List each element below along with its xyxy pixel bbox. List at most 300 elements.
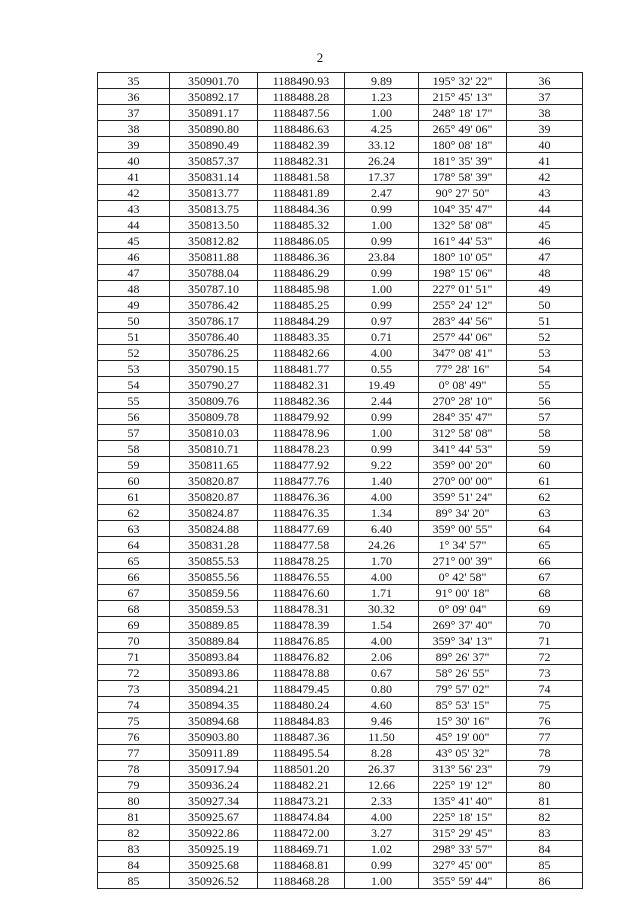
next-point-number-cell: 54 [507,361,583,377]
bearing-cell: 1° 34' 57" [419,537,507,553]
next-point-number-cell: 53 [507,345,583,361]
bearing-cell: 0° 42' 58" [419,569,507,585]
distance-cell: 1.00 [345,105,419,121]
point-number-cell: 46 [98,249,170,265]
distance-cell: 4.25 [345,121,419,137]
next-point-number-cell: 75 [507,697,583,713]
point-number-cell: 64 [98,537,170,553]
point-number-cell: 37 [98,105,170,121]
x-coordinate-cell: 350831.14 [170,169,258,185]
y-coordinate-cell: 1188485.32 [258,217,345,233]
distance-cell: 4.00 [345,345,419,361]
y-coordinate-cell: 1188481.89 [258,185,345,201]
point-number-cell: 63 [98,521,170,537]
table-row [98,105,583,121]
point-number-cell: 56 [98,409,170,425]
bearing-cell: 43° 05' 32" [419,745,507,761]
table-row [98,185,583,201]
distance-cell: 2.44 [345,393,419,409]
y-coordinate-cell: 1188477.92 [258,457,345,473]
bearing-cell: 313° 56' 23" [419,761,507,777]
point-number-cell: 80 [98,793,170,809]
bearing-cell: 284° 35' 47" [419,409,507,425]
distance-cell: 30.32 [345,601,419,617]
table-row [98,809,583,825]
point-number-cell: 72 [98,665,170,681]
distance-cell: 0.99 [345,857,419,873]
distance-cell: 0.99 [345,265,419,281]
y-coordinate-cell: 1188490.93 [258,73,345,89]
distance-cell: 0.99 [345,297,419,313]
bearing-cell: 225° 18' 15" [419,809,507,825]
table-row [98,393,583,409]
x-coordinate-cell: 350809.78 [170,409,258,425]
distance-cell: 9.89 [345,73,419,89]
point-number-cell: 38 [98,121,170,137]
x-coordinate-cell: 350927.34 [170,793,258,809]
point-number-cell: 82 [98,825,170,841]
x-coordinate-cell: 350820.87 [170,473,258,489]
point-number-cell: 44 [98,217,170,233]
table-row [98,201,583,217]
point-number-cell: 77 [98,745,170,761]
point-number-cell: 67 [98,585,170,601]
distance-cell: 19.49 [345,377,419,393]
table-row [98,137,583,153]
table-row [98,121,583,137]
bearing-cell: 347° 08' 41" [419,345,507,361]
bearing-cell: 257° 44' 06" [419,329,507,345]
next-point-number-cell: 72 [507,649,583,665]
table-row [98,649,583,665]
point-number-cell: 36 [98,89,170,105]
y-coordinate-cell: 1188478.39 [258,617,345,633]
x-coordinate-cell: 350889.84 [170,633,258,649]
y-coordinate-cell: 1188478.23 [258,441,345,457]
bearing-cell: 270° 28' 10" [419,393,507,409]
next-point-number-cell: 73 [507,665,583,681]
point-number-cell: 59 [98,457,170,473]
x-coordinate-cell: 350901.70 [170,73,258,89]
distance-cell: 1.54 [345,617,419,633]
bearing-cell: 198° 15' 06" [419,265,507,281]
distance-cell: 1.70 [345,553,419,569]
x-coordinate-cell: 350903.80 [170,729,258,745]
distance-cell: 23.84 [345,249,419,265]
bearing-cell: 0° 08' 49" [419,377,507,393]
bearing-cell: 161° 44' 53" [419,233,507,249]
next-point-number-cell: 38 [507,105,583,121]
y-coordinate-cell: 1188484.83 [258,713,345,729]
next-point-number-cell: 79 [507,761,583,777]
distance-cell: 0.97 [345,313,419,329]
next-point-number-cell: 84 [507,841,583,857]
y-coordinate-cell: 1188477.76 [258,473,345,489]
x-coordinate-cell: 350925.19 [170,841,258,857]
point-number-cell: 49 [98,297,170,313]
point-number-cell: 45 [98,233,170,249]
y-coordinate-cell: 1188479.45 [258,681,345,697]
next-point-number-cell: 56 [507,393,583,409]
y-coordinate-cell: 1188478.96 [258,425,345,441]
bearing-cell: 132° 58' 08" [419,217,507,233]
bearing-cell: 79° 57' 02" [419,681,507,697]
distance-cell: 0.99 [345,233,419,249]
x-coordinate-cell: 350831.28 [170,537,258,553]
table-row [98,425,583,441]
bearing-cell: 85° 53' 15" [419,697,507,713]
next-point-number-cell: 58 [507,425,583,441]
point-number-cell: 58 [98,441,170,457]
table-row [98,665,583,681]
bearing-cell: 283° 44' 56" [419,313,507,329]
y-coordinate-cell: 1188469.71 [258,841,345,857]
bearing-cell: 359° 51' 24" [419,489,507,505]
bearing-cell: 225° 19' 12" [419,777,507,793]
x-coordinate-cell: 350926.52 [170,873,258,889]
point-number-cell: 81 [98,809,170,825]
point-number-cell: 71 [98,649,170,665]
next-point-number-cell: 59 [507,441,583,457]
x-coordinate-cell: 350824.87 [170,505,258,521]
distance-cell: 12.66 [345,777,419,793]
bearing-cell: 355° 59' 44" [419,873,507,889]
y-coordinate-cell: 1188488.28 [258,89,345,105]
y-coordinate-cell: 1188476.85 [258,633,345,649]
next-point-number-cell: 61 [507,473,583,489]
next-point-number-cell: 43 [507,185,583,201]
table-row [98,297,583,313]
y-coordinate-cell: 1188484.29 [258,313,345,329]
point-number-cell: 83 [98,841,170,857]
next-point-number-cell: 49 [507,281,583,297]
point-number-cell: 48 [98,281,170,297]
point-number-cell: 60 [98,473,170,489]
distance-cell: 1.00 [345,281,419,297]
point-number-cell: 73 [98,681,170,697]
distance-cell: 26.24 [345,153,419,169]
y-coordinate-cell: 1188482.36 [258,393,345,409]
table-row [98,361,583,377]
x-coordinate-cell: 350810.03 [170,425,258,441]
table-row [98,345,583,361]
point-number-cell: 62 [98,505,170,521]
x-coordinate-cell: 350790.27 [170,377,258,393]
next-point-number-cell: 65 [507,537,583,553]
y-coordinate-cell: 1188480.24 [258,697,345,713]
bearing-cell: 359° 00' 20" [419,457,507,473]
coordinates-table-body [98,73,583,889]
distance-cell: 1.34 [345,505,419,521]
x-coordinate-cell: 350811.65 [170,457,258,473]
distance-cell: 4.00 [345,569,419,585]
y-coordinate-cell: 1188485.98 [258,281,345,297]
x-coordinate-cell: 350892.17 [170,89,258,105]
y-coordinate-cell: 1188476.35 [258,505,345,521]
x-coordinate-cell: 350787.10 [170,281,258,297]
distance-cell: 1.00 [345,217,419,233]
bearing-cell: 91° 00' 18" [419,585,507,601]
bearing-cell: 181° 35' 39" [419,153,507,169]
next-point-number-cell: 63 [507,505,583,521]
next-point-number-cell: 82 [507,809,583,825]
y-coordinate-cell: 1188476.60 [258,585,345,601]
table-row [98,73,583,89]
x-coordinate-cell: 350922.86 [170,825,258,841]
bearing-cell: 90° 27' 50" [419,185,507,201]
next-point-number-cell: 47 [507,249,583,265]
bearing-cell: 180° 08' 18" [419,137,507,153]
table-row [98,313,583,329]
next-point-number-cell: 51 [507,313,583,329]
distance-cell: 9.22 [345,457,419,473]
next-point-number-cell: 71 [507,633,583,649]
distance-cell: 8.28 [345,745,419,761]
point-number-cell: 40 [98,153,170,169]
table-row [98,537,583,553]
x-coordinate-cell: 350925.67 [170,809,258,825]
point-number-cell: 35 [98,73,170,89]
table-row [98,329,583,345]
y-coordinate-cell: 1188484.36 [258,201,345,217]
x-coordinate-cell: 350810.71 [170,441,258,457]
y-coordinate-cell: 1188483.35 [258,329,345,345]
table-row [98,793,583,809]
point-number-cell: 50 [98,313,170,329]
x-coordinate-cell: 350813.77 [170,185,258,201]
bearing-cell: 341° 44' 53" [419,441,507,457]
next-point-number-cell: 55 [507,377,583,393]
y-coordinate-cell: 1188487.36 [258,729,345,745]
point-number-cell: 65 [98,553,170,569]
table-row [98,697,583,713]
bearing-cell: 227° 01' 51" [419,281,507,297]
x-coordinate-cell: 350890.49 [170,137,258,153]
y-coordinate-cell: 1188479.92 [258,409,345,425]
x-coordinate-cell: 350925.68 [170,857,258,873]
bearing-cell: 270° 00' 00" [419,473,507,489]
distance-cell: 0.99 [345,441,419,457]
y-coordinate-cell: 1188476.82 [258,649,345,665]
x-coordinate-cell: 350893.84 [170,649,258,665]
y-coordinate-cell: 1188472.00 [258,825,345,841]
x-coordinate-cell: 350809.76 [170,393,258,409]
x-coordinate-cell: 350894.35 [170,697,258,713]
table-row [98,745,583,761]
next-point-number-cell: 62 [507,489,583,505]
next-point-number-cell: 85 [507,857,583,873]
x-coordinate-cell: 350788.04 [170,265,258,281]
distance-cell: 4.00 [345,489,419,505]
y-coordinate-cell: 1188482.31 [258,377,345,393]
x-coordinate-cell: 350889.85 [170,617,258,633]
distance-cell: 9.46 [345,713,419,729]
x-coordinate-cell: 350813.50 [170,217,258,233]
point-number-cell: 75 [98,713,170,729]
x-coordinate-cell: 350855.53 [170,553,258,569]
table-row [98,153,583,169]
table-row [98,377,583,393]
point-number-cell: 61 [98,489,170,505]
x-coordinate-cell: 350813.75 [170,201,258,217]
point-number-cell: 57 [98,425,170,441]
point-number-cell: 42 [98,185,170,201]
bearing-cell: 178° 58' 39" [419,169,507,185]
distance-cell: 1.00 [345,873,419,889]
point-number-cell: 70 [98,633,170,649]
coordinates-table [97,72,583,889]
bearing-cell: 15° 30' 16" [419,713,507,729]
next-point-number-cell: 77 [507,729,583,745]
table-row [98,777,583,793]
point-number-cell: 84 [98,857,170,873]
point-number-cell: 47 [98,265,170,281]
next-point-number-cell: 50 [507,297,583,313]
table-row [98,633,583,649]
point-number-cell: 54 [98,377,170,393]
table-row [98,857,583,873]
point-number-cell: 78 [98,761,170,777]
distance-cell: 24.26 [345,537,419,553]
distance-cell: 1.40 [345,473,419,489]
next-point-number-cell: 64 [507,521,583,537]
table-row [98,761,583,777]
table-row [98,217,583,233]
page-number: 2 [316,50,324,65]
next-point-number-cell: 37 [507,89,583,105]
table-row [98,825,583,841]
table-row [98,569,583,585]
next-point-number-cell: 66 [507,553,583,569]
bearing-cell: 327° 45' 00" [419,857,507,873]
next-point-number-cell: 68 [507,585,583,601]
distance-cell: 1.23 [345,89,419,105]
table-row [98,457,583,473]
next-point-number-cell: 52 [507,329,583,345]
table-row [98,249,583,265]
bearing-cell: 255° 24' 12" [419,297,507,313]
x-coordinate-cell: 350857.37 [170,153,258,169]
x-coordinate-cell: 350890.80 [170,121,258,137]
next-point-number-cell: 74 [507,681,583,697]
x-coordinate-cell: 350891.17 [170,105,258,121]
next-point-number-cell: 78 [507,745,583,761]
x-coordinate-cell: 350811.88 [170,249,258,265]
bearing-cell: 315° 29' 45" [419,825,507,841]
table-row [98,233,583,249]
bearing-cell: 135° 41' 40" [419,793,507,809]
y-coordinate-cell: 1188477.58 [258,537,345,553]
table-row [98,473,583,489]
point-number-cell: 51 [98,329,170,345]
table-row [98,265,583,281]
bearing-cell: 271° 00' 39" [419,553,507,569]
bearing-cell: 195° 32' 22" [419,73,507,89]
point-number-cell: 55 [98,393,170,409]
y-coordinate-cell: 1188476.55 [258,569,345,585]
distance-cell: 4.60 [345,697,419,713]
y-coordinate-cell: 1188485.25 [258,297,345,313]
distance-cell: 0.99 [345,201,419,217]
y-coordinate-cell: 1188482.66 [258,345,345,361]
next-point-number-cell: 57 [507,409,583,425]
next-point-number-cell: 36 [507,73,583,89]
y-coordinate-cell: 1188482.39 [258,137,345,153]
x-coordinate-cell: 350859.56 [170,585,258,601]
point-number-cell: 41 [98,169,170,185]
x-coordinate-cell: 350820.87 [170,489,258,505]
distance-cell: 6.40 [345,521,419,537]
bearing-cell: 89° 26' 37" [419,649,507,665]
y-coordinate-cell: 1188486.63 [258,121,345,137]
bearing-cell: 215° 45' 13" [419,89,507,105]
point-number-cell: 66 [98,569,170,585]
distance-cell: 4.00 [345,809,419,825]
distance-cell: 0.71 [345,329,419,345]
x-coordinate-cell: 350812.82 [170,233,258,249]
distance-cell: 11.50 [345,729,419,745]
x-coordinate-cell: 350917.94 [170,761,258,777]
y-coordinate-cell: 1188482.31 [258,153,345,169]
bearing-cell: 312° 58' 08" [419,425,507,441]
table-row [98,617,583,633]
next-point-number-cell: 67 [507,569,583,585]
y-coordinate-cell: 1188477.69 [258,521,345,537]
x-coordinate-cell: 350786.42 [170,297,258,313]
y-coordinate-cell: 1188481.58 [258,169,345,185]
x-coordinate-cell: 350786.40 [170,329,258,345]
y-coordinate-cell: 1188473.21 [258,793,345,809]
y-coordinate-cell: 1188495.54 [258,745,345,761]
next-point-number-cell: 86 [507,873,583,889]
table-row [98,89,583,105]
y-coordinate-cell: 1188468.81 [258,857,345,873]
table-row [98,441,583,457]
x-coordinate-cell: 350894.21 [170,681,258,697]
y-coordinate-cell: 1188476.36 [258,489,345,505]
point-number-cell: 74 [98,697,170,713]
bearing-cell: 180° 10' 05" [419,249,507,265]
next-point-number-cell: 60 [507,457,583,473]
distance-cell: 0.80 [345,681,419,697]
next-point-number-cell: 39 [507,121,583,137]
y-coordinate-cell: 1188482.21 [258,777,345,793]
x-coordinate-cell: 350855.56 [170,569,258,585]
point-number-cell: 43 [98,201,170,217]
distance-cell: 2.33 [345,793,419,809]
table-row [98,409,583,425]
next-point-number-cell: 80 [507,777,583,793]
table-row [98,681,583,697]
point-number-cell: 76 [98,729,170,745]
point-number-cell: 68 [98,601,170,617]
table-row [98,521,583,537]
table-row [98,713,583,729]
bearing-cell: 58° 26' 55" [419,665,507,681]
distance-cell: 0.55 [345,361,419,377]
x-coordinate-cell: 350786.25 [170,345,258,361]
bearing-cell: 248° 18' 17" [419,105,507,121]
bearing-cell: 265° 49' 06" [419,121,507,137]
y-coordinate-cell: 1188486.29 [258,265,345,281]
table-row [98,505,583,521]
point-number-cell: 85 [98,873,170,889]
table-row [98,601,583,617]
table-row [98,729,583,745]
bearing-cell: 104° 35' 47" [419,201,507,217]
x-coordinate-cell: 350893.86 [170,665,258,681]
y-coordinate-cell: 1188487.56 [258,105,345,121]
